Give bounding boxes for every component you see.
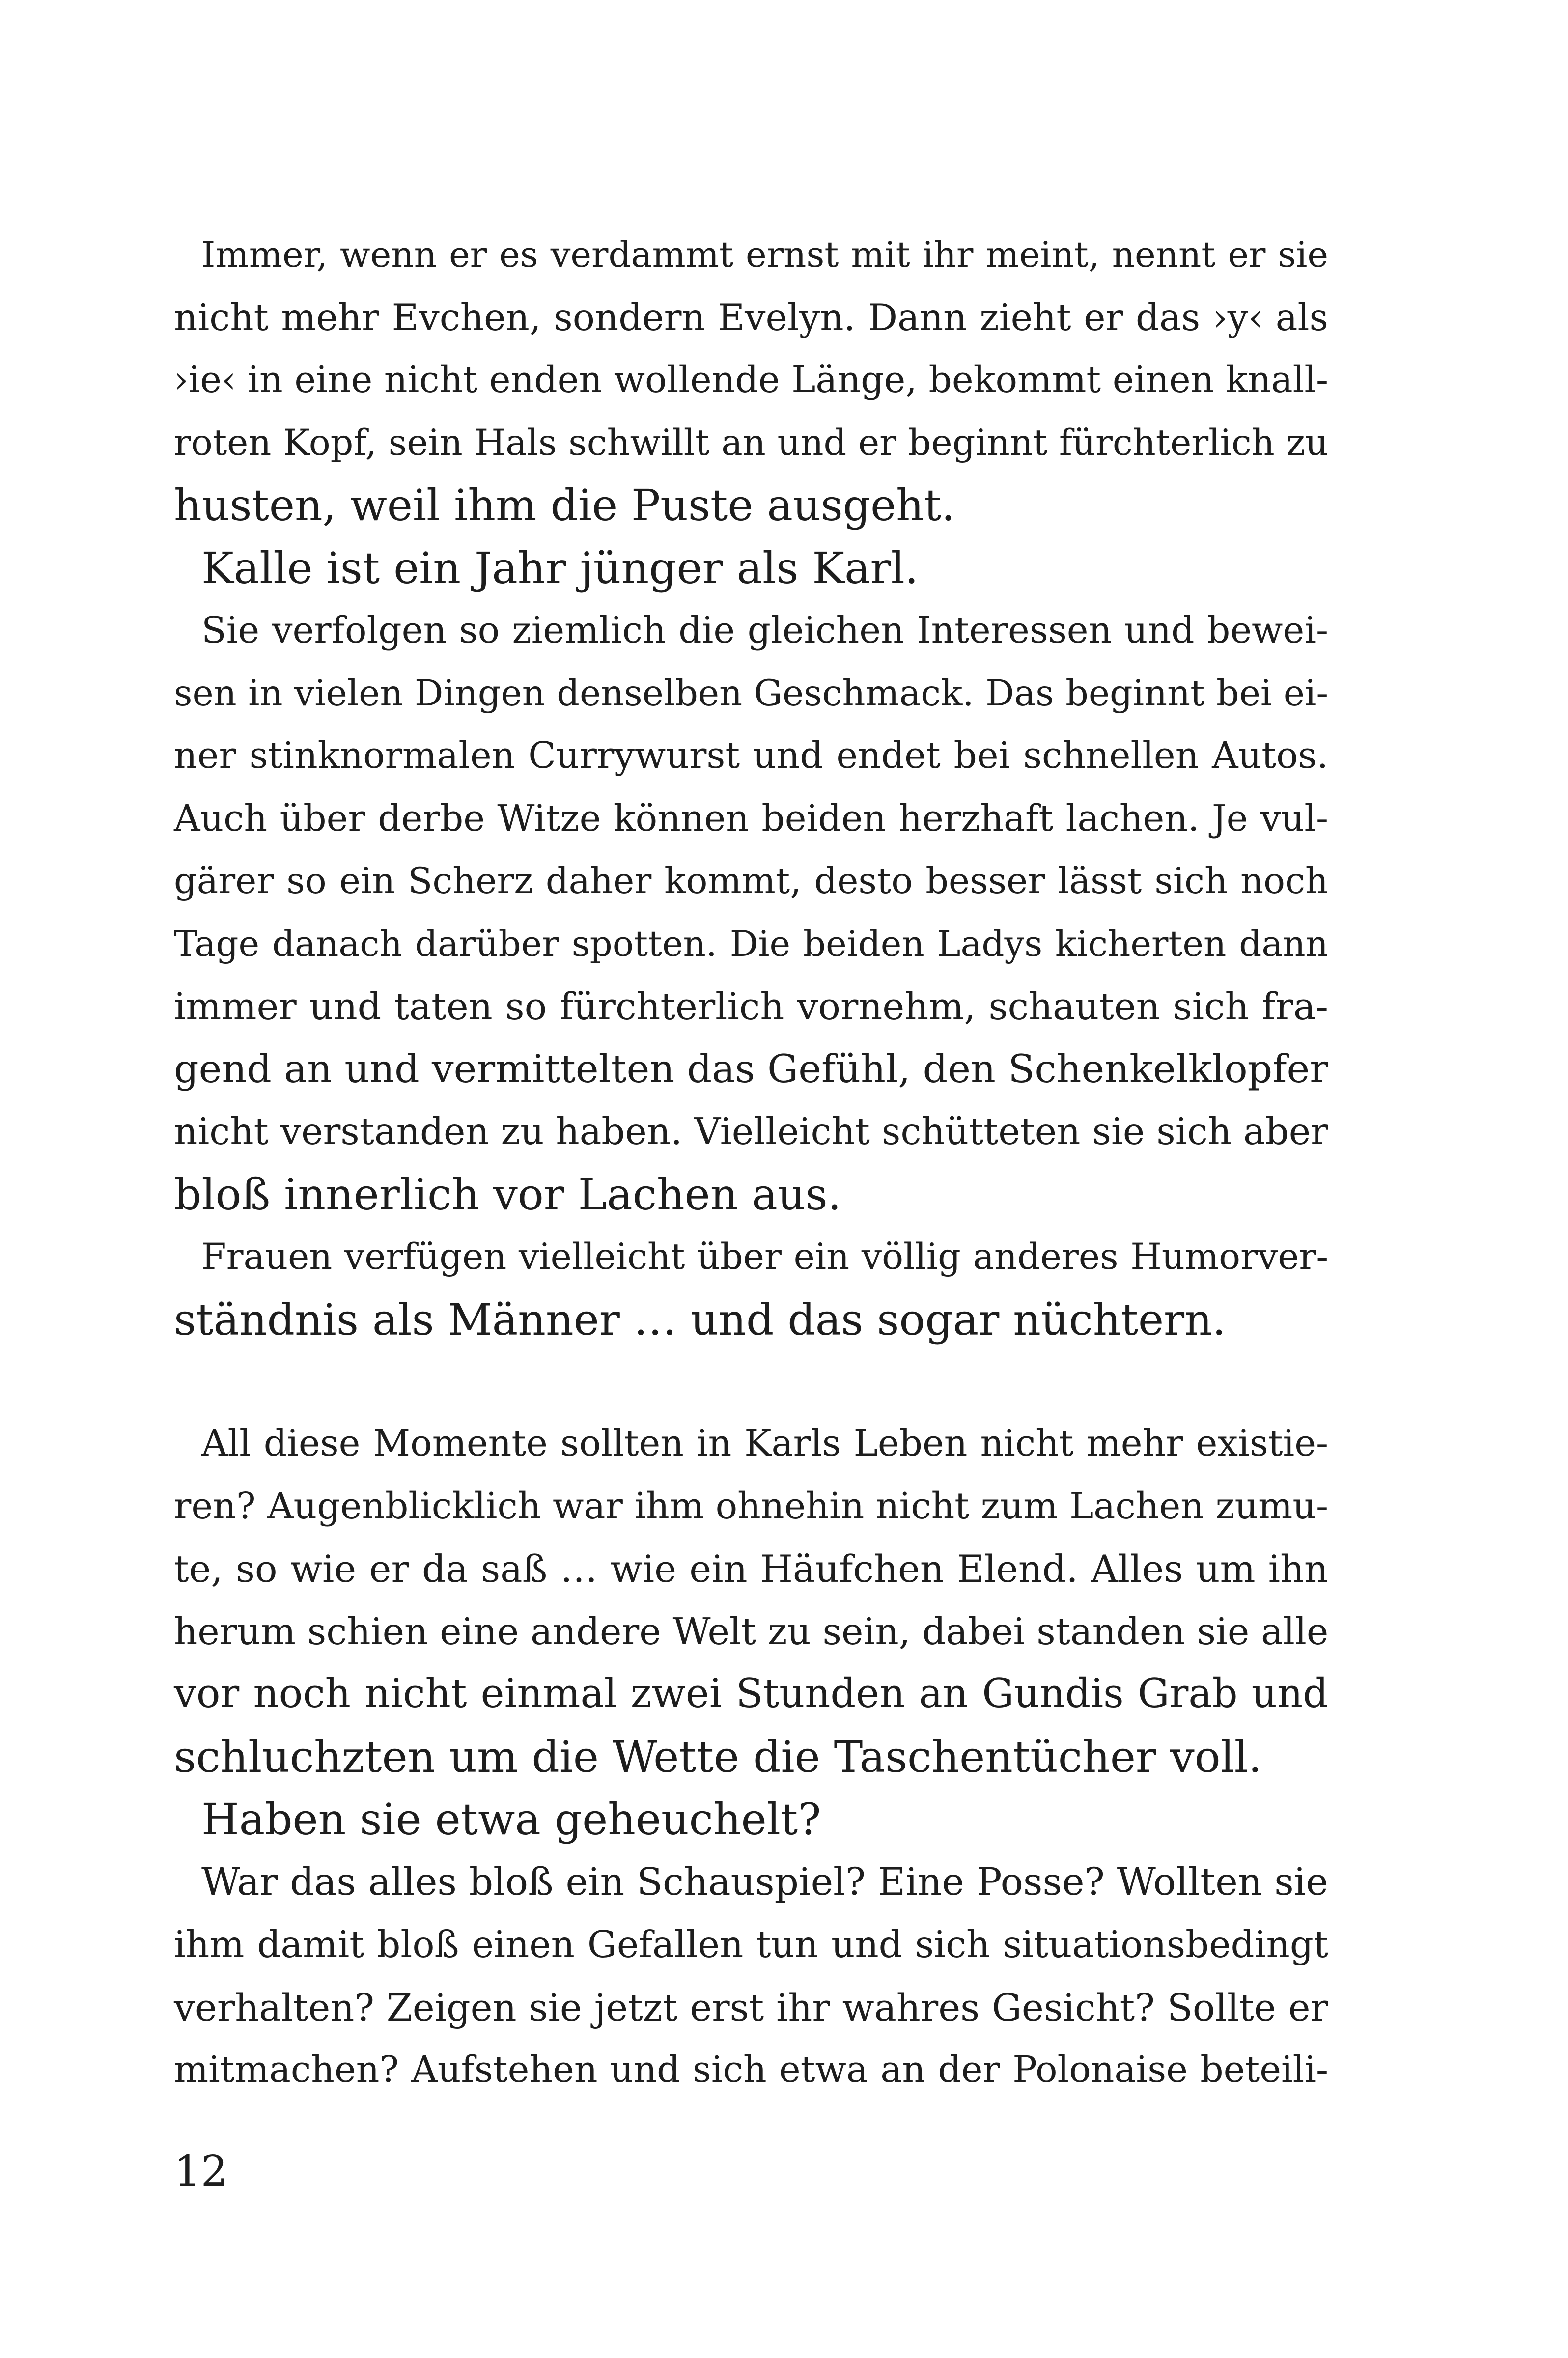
text-line: ihm damit bloß einen Gefallen tun und sich situationsbedingt	[174, 1923, 1328, 1966]
text-line: vor noch nicht einmal zwei Stunden an Gundis Grab und	[174, 1671, 1328, 1717]
text-line: ner stinknormalen Currywurst und endet bei schnellen Autos.	[174, 734, 1328, 777]
text-line: Kalle ist ein Jahr jünger als Karl.	[201, 542, 919, 593]
text-line: roten Kopf, sein Hals schwillt an und er beginnt fürchterlich zu	[174, 421, 1328, 464]
text-line: Immer, wenn er es verdammt ernst mit ihr meint, nennt er sie	[201, 234, 1328, 275]
text-line: gend an und vermittelten das Gefühl, den Schenkelklopfer	[174, 1046, 1328, 1092]
text-line: ständnis als Männer … und das sogar nüchtern.	[174, 1294, 1226, 1345]
text-line: verhalten? Zeigen sie jetzt erst ihr wahres Gesicht? Sollte er	[174, 1985, 1328, 2029]
page-number: 12	[174, 2147, 228, 2196]
text-line: nicht mehr Evchen, sondern Evelyn. Dann zieht er das ›y‹ als	[174, 295, 1328, 339]
text-line: ren? Augenblicklich war ihm ohnehin nicht zum Lachen zumu-	[174, 1485, 1328, 1527]
text-line: Tage danach darüber spotten. Die beiden Ladys kicherten dann	[174, 923, 1328, 964]
text-line: schluchzten um die Wette die Taschentücher voll.	[174, 1731, 1262, 1782]
text-line: ›ie‹ in eine nicht enden wollende Länge, bekommt einen knall-	[174, 359, 1328, 401]
text-line: husten, weil ihm die Puste ausgeht.	[174, 480, 955, 531]
text-line: immer und taten so fürchterlich vornehm, schauten sich fra-	[174, 984, 1328, 1028]
text-line: gärer so ein Scherz daher kommt, desto besser lässt sich noch	[174, 860, 1328, 902]
text-line: bloß innerlich vor Lachen aus.	[174, 1169, 841, 1220]
text-block-first	[174, 224, 1328, 1351]
text-line: sen in vielen Dingen denselben Geschmack. Das beginnt bei ei-	[174, 672, 1328, 714]
text-line: War das alles bloß ein Schauspiel? Eine Posse? Wollten sie	[201, 1860, 1328, 1904]
text-line: Auch über derbe Witze können beiden herzhaft lachen. Je vul-	[174, 797, 1328, 840]
text-line: Frauen verfügen vielleicht über ein völlig anderes Humorver-	[201, 1236, 1328, 1278]
text-line: herum schien eine andere Welt zu sein, dabei standen sie alle	[174, 1609, 1329, 1653]
text-line: mitmachen? Aufstehen und sich etwa an der Polonaise beteili-	[174, 2049, 1328, 2091]
text-line: te, so wie er da saß … wie ein Häufchen Elend. Alles um ihn	[174, 1547, 1328, 1591]
text-line: nicht verstanden zu haben. Vielleicht schütteten sie sich aber	[174, 1110, 1328, 1153]
text-line: All diese Momente sollten in Karls Leben nicht mehr existie-	[201, 1422, 1328, 1464]
text-block-second	[174, 1412, 1328, 2102]
text-line: Haben sie etwa geheuchelt?	[201, 1794, 821, 1845]
text-line: Sie verfolgen so ziemlich die gleichen Interessen und bewei-	[201, 609, 1328, 651]
